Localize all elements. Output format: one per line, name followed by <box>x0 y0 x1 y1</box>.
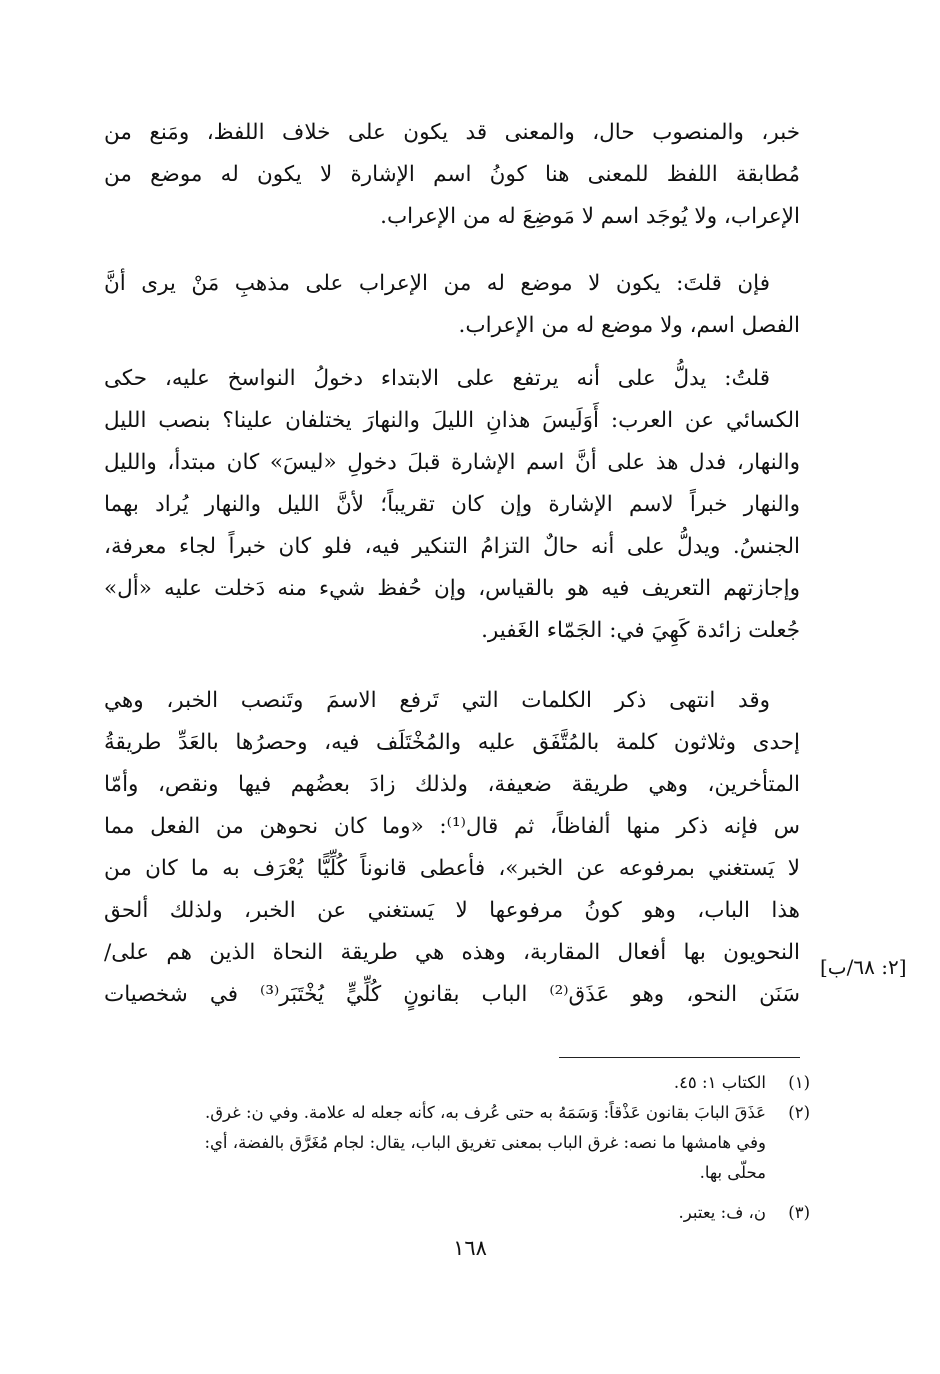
text-line: س فإنه ذكر منها ألفاظاً، ثم قال⁽¹⁾: «وما كان نحوهن من الفعل مما <box>104 814 800 839</box>
text-line: الكسائي عن العرب: أَوَلَيسَ هذانِ الليلَ والنهارَ يختلفان علينا؟ بنصب الليل <box>104 408 800 433</box>
text-line: المتأخرين، وهي طريقة ضعيفة، ولذلك زادَ بعضُهم فيها ونقص، وأمّا <box>104 772 800 797</box>
text-line: لا يَستغني بمرفوعه عن الخبر»، فأعطى قانوناً كُلِّيًّا يُعْرَف به ما كان من <box>104 856 800 881</box>
footnote-text: وفي هامشها ما نصه: غرق الباب بمعنى تغريق الباب، يقال: لجام مُغَرَّق بالفضة، أي: <box>204 1133 766 1152</box>
footnote-3 <box>104 1198 810 1228</box>
text-line: سَنَن النحو، وهو عَذَق⁽²⁾ الباب بقانونٍ كُلِّيٍّ يُخْتَبَر⁽³⁾ في شخصيات <box>104 982 800 1007</box>
footnote-separator <box>559 1057 800 1058</box>
footnote-text: عَذَقَ البابَ بقانون عَذْقاً: وَسَمَهُ به حتى عُرف به، كأنه جعله له علامة. وفي ن: غرق. <box>204 1103 766 1122</box>
text-line: جُعلت زائدة كَهِيَ في: الجَمّاء الغَفير. <box>481 618 800 643</box>
text-line: الفصل اسم، ولا موضع له من الإعراب. <box>458 313 800 338</box>
footnote-1 <box>104 1068 810 1098</box>
text-line: هذا الباب، وهو كونُ مرفوعها لا يَستغني عن الخبر، ولذلك ألحق <box>104 898 800 923</box>
footnote-2 <box>104 1098 810 1188</box>
manuscript-margin-reference: [٢: ٦٨/ب] <box>820 955 907 979</box>
text-line: فإن قلتَ: يكون لا موضع له من الإعراب على مذهبِ مَنْ يرى أنَّ <box>104 271 770 296</box>
footnote-text: ن، ف: يعتبر. <box>678 1203 766 1222</box>
text-line: الإعراب، ولا يُوجَد اسم لا مَوضِعَ له من الإعراب. <box>380 204 800 229</box>
footnote-number: (٣) <box>788 1203 810 1222</box>
text-line: الجنسُ. ويدلُّ على أنه حالٌ التزامُ التنكير فيه، فلو كان خبراً لجاء معرفة، <box>104 534 800 559</box>
footnote-number: (١) <box>788 1073 810 1092</box>
footnote-number: (٢) <box>788 1103 810 1122</box>
footnote-text: الكتاب ١: ٤٥. <box>673 1073 766 1092</box>
footnote-text: محلّى بها. <box>699 1163 766 1182</box>
text-line: والنهار، فدل هذ على أنَّ اسم الإشارة قبلَ دخولِ «ليسَ» كان مبتدأ، والليل <box>104 450 800 475</box>
text-line: قلتُ: يدلُّ على أنه يرتفع على الابتداء دخولُ النواسخ عليه، حكى <box>104 366 770 391</box>
text-line: خبر، والمنصوب حال، والمعنى قد يكون على خلاف اللفظ، ومَنع من <box>104 120 800 145</box>
paragraph-4 <box>104 680 800 1016</box>
text-line: النحويون بها أفعال المقاربة، وهذه هي طريقة النحاة الذين هم على/ <box>104 940 800 965</box>
text-line: مُطابقة اللفظ للمعنى هنا كونُ اسم الإشارة لا يكون له موضع من <box>104 162 800 187</box>
text-line: والنهار خبراً لاسم الإشارة وإن كان تقريباً؛ لأنَّ الليل والنهار يُراد بهما <box>104 492 800 517</box>
text-line: إحدى وثلاثون كلمة بالمُتَّفَق عليه والمُخْتَلَف فيه، وحصرُها بالعَدِّ طريقةُ <box>104 730 800 755</box>
paragraph-2 <box>104 263 800 347</box>
paragraph-1 <box>104 112 800 238</box>
text-line: وقد انتهى ذكر الكلمات التي تَرفع الاسمَ وتَنصب الخبر، وهي <box>104 688 770 713</box>
page-number: ١٦٨ <box>453 1236 487 1260</box>
paragraph-3 <box>104 358 800 652</box>
text-line: وإجازتهم التعريف فيه هو بالقياس، وإن حُفظ شيء منه دَخلت عليه «أل» <box>104 576 800 601</box>
